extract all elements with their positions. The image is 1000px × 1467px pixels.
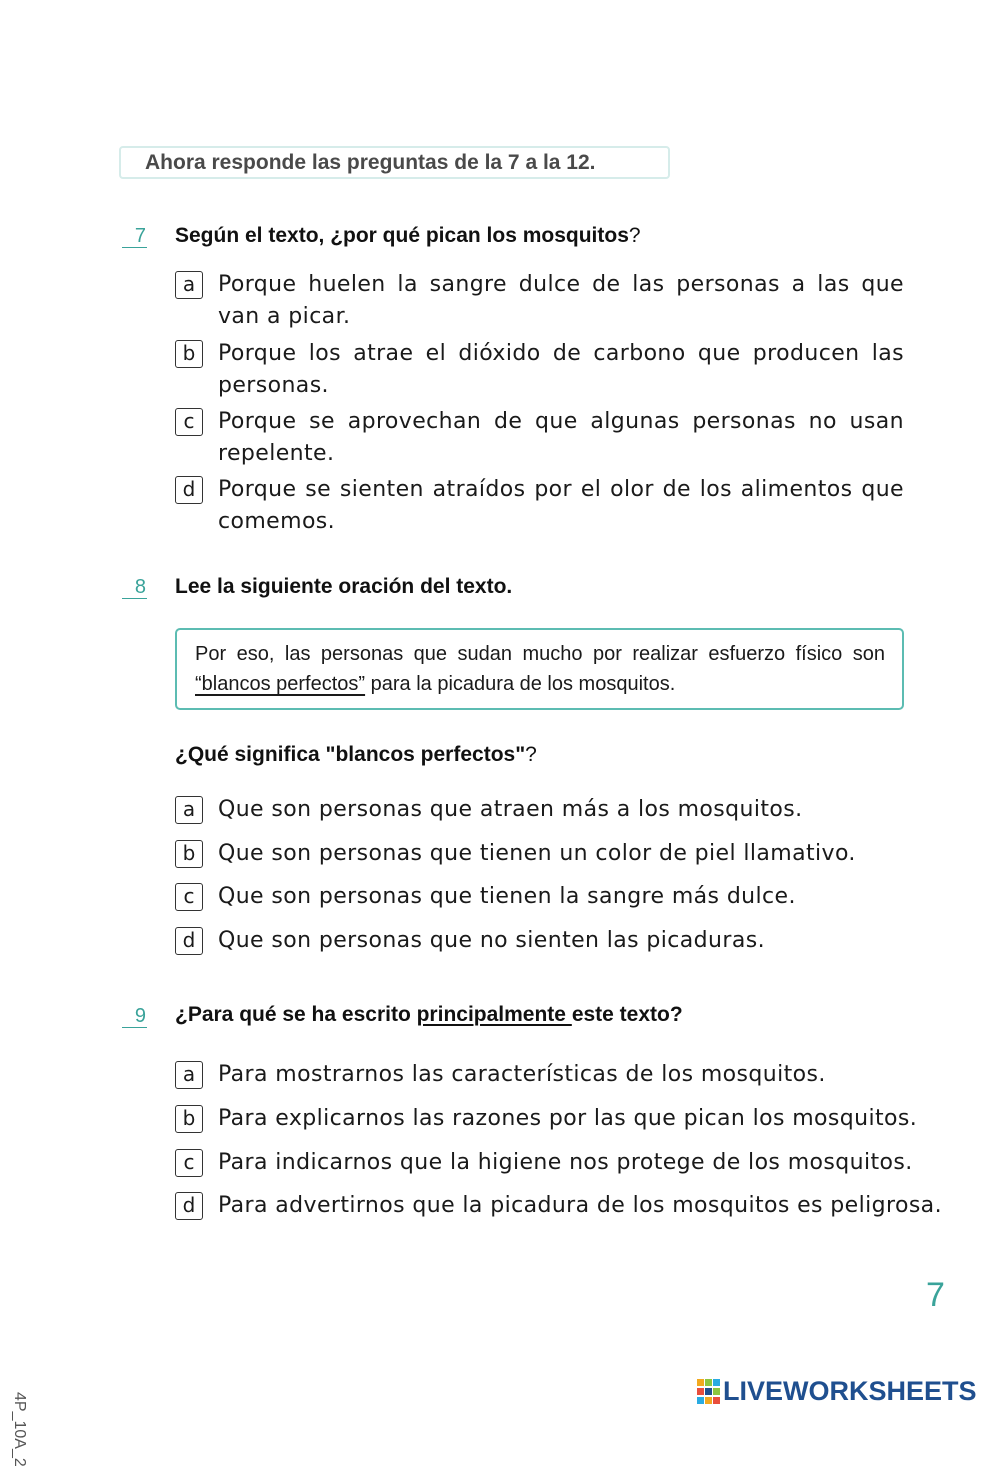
question-7-prompt: Según el texto, ¿por qué pican los mosquitos [175, 224, 629, 247]
option-text: Que son personas que tienen un color de piel llamativo. [218, 841, 856, 866]
question-9-mark: ? [669, 1003, 683, 1026]
instruction-banner: Ahora responde las preguntas de la 7 a la 12. [119, 146, 670, 179]
question-number-9: 9 [122, 1005, 147, 1028]
option-letter[interactable]: a [175, 271, 203, 299]
option-letter[interactable]: d [175, 476, 203, 504]
quote-rest: para la picadura de los mosquitos. [365, 673, 676, 695]
option-letter[interactable]: c [175, 883, 203, 911]
option-text: Para indicarnos que la higiene nos protege de los mosquitos. [218, 1150, 913, 1175]
option-text: Porque los atrae el dióxido de carbono que producen las personas. [218, 341, 904, 398]
page-number: 7 [926, 1276, 945, 1314]
question-9-prompt-end: este texto [571, 1003, 670, 1026]
question-number-7: 7 [122, 225, 147, 248]
option-letter[interactable]: d [175, 927, 203, 955]
option-text: Porque se sienten atraídos por el olor de los alimentos que comemos. [218, 477, 904, 534]
option-letter[interactable]: b [175, 840, 203, 868]
quote-line-1: Por eso, las personas que sudan mucho por realizar esfuerzo físico son [195, 643, 885, 665]
question-8-subquestion [175, 742, 537, 768]
watermark-text: LIVEWORKSHEETS [723, 1376, 977, 1406]
question-9-underlined-word: principalmente [416, 1003, 572, 1026]
subquestion-prompt: ¿Qué significa "blancos perfectos" [175, 743, 526, 766]
option-text: Que son personas que tienen la sangre más dulce. [218, 884, 796, 909]
question-9-text [175, 1002, 683, 1028]
liveworksheets-watermark [697, 1376, 977, 1407]
option-text: Que son personas que atraen más a los mosquitos. [218, 797, 803, 822]
option-text: Para explicarnos las razones por las que pican los mosquitos. [218, 1106, 918, 1131]
option-letter[interactable]: a [175, 796, 203, 824]
liveworksheets-logo-icon [697, 1379, 721, 1405]
option-letter[interactable]: b [175, 340, 203, 368]
question-7-text [175, 223, 641, 249]
option-letter[interactable]: c [175, 1149, 203, 1177]
quoted-sentence-box [175, 628, 904, 710]
option-letter[interactable]: c [175, 408, 203, 436]
question-8-text: Lee la siguiente oración del texto. [175, 575, 513, 598]
document-code: 4P_10A_2 [11, 1392, 28, 1467]
subquestion-mark: ? [525, 743, 537, 766]
option-text: Porque huelen la sangre dulce de las personas a las que van a picar. [218, 272, 904, 329]
quote-underlined-phrase: “blancos perfectos” [195, 673, 366, 695]
question-number-8: 8 [122, 576, 147, 599]
option-letter[interactable]: a [175, 1061, 203, 1089]
option-text: Porque se aprovechan de que algunas personas no usan repelente. [218, 409, 904, 466]
option-letter[interactable]: d [175, 1192, 203, 1220]
option-letter[interactable]: b [175, 1105, 203, 1133]
option-text: Para mostrarnos las características de los mosquitos. [218, 1062, 826, 1087]
question-9-prompt-start: ¿Para qué se ha escrito [175, 1003, 417, 1026]
option-text: Que son personas que no sienten las picaduras. [218, 928, 765, 953]
question-7-mark: ? [628, 224, 641, 247]
option-text: Para advertirnos que la picadura de los mosquitos es peligrosa. [218, 1193, 942, 1218]
